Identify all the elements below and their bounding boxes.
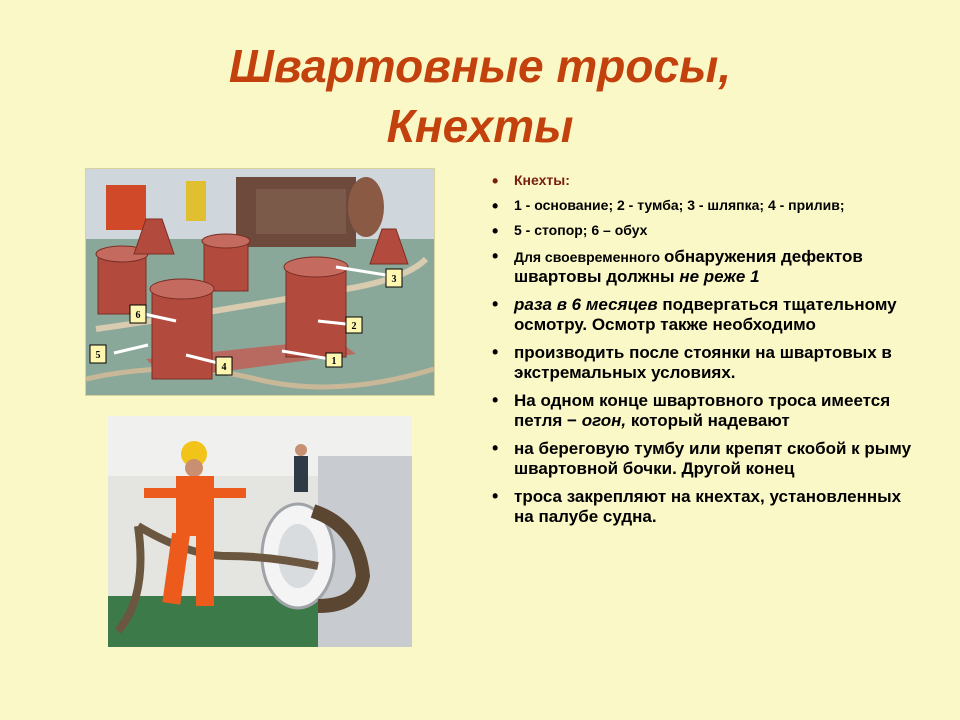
slide-title <box>0 36 960 156</box>
list-item: • производить после стоянки на швартовых в экстремальных условиях. <box>492 342 892 382</box>
title-line-2: Кнехты <box>386 100 574 152</box>
list-item: • троса закрепляют на кнехтах, установленных на палубе судна. <box>492 486 902 526</box>
callout-3: 3 <box>391 274 397 285</box>
callout-5: 5 <box>95 350 101 361</box>
list-item: • Кнехты: <box>492 171 570 191</box>
callout-4: 4 <box>221 362 227 373</box>
bullet-list <box>492 172 912 535</box>
list-item: • Для своевременного обнаружения дефектов швартовы должны не реже 1 <box>492 246 863 286</box>
list-item: • раза в 6 месяцев подвергаться тщательному осмотру. Осмотр также необходимо <box>492 294 897 334</box>
list-item: • на береговую тумбу или крепят скобой к рыму швартовной бочки. Другой конец <box>492 438 912 478</box>
callout-6: 6 <box>135 310 141 321</box>
bollards-photo <box>85 168 435 396</box>
list-item: • 1 - основание; 2 - тумба; 3 - шляпка; 4 - прилив; <box>492 196 845 216</box>
list-item: • На одном конце швартовного троса имеется петля − огон, который надевают <box>492 390 891 430</box>
callout-2: 2 <box>351 321 357 332</box>
callout-1: 1 <box>331 356 337 367</box>
list-item: • 5 - стопор; 6 – обух <box>492 221 648 241</box>
worker-rope-photo <box>108 416 412 647</box>
title-line-1: Швартовные тросы, <box>228 40 732 92</box>
